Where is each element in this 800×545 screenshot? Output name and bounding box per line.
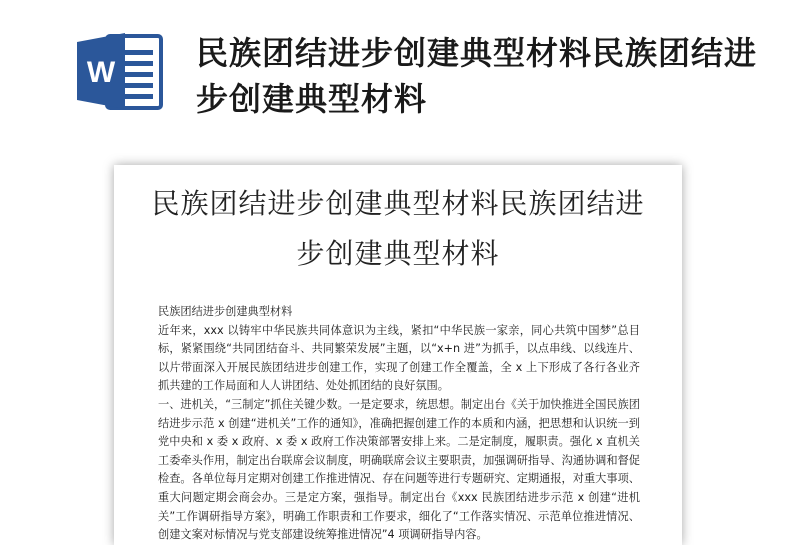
document-title: 民族团结进步创建典型材料民族团结进步创建典型材料: [151, 187, 645, 270]
word-icon-letter: W: [86, 56, 116, 89]
paragraph-heading: 民族团结进步创建典型材料: [158, 305, 293, 318]
paragraph: 一、进机关，“三制定”抓住关键少数。一是定要求，统思想。制定出台《关于加快推进全国民族团结进步示范 x 创建“进机关”工作的通知》，准确把握创建工作的本质和内涵，把思想和认识统一到党中央和 x 委 x 政府、x 委 x 政府工作决策部署安排上来。二是定制度，履职责。强化 x 直机关工委牵头作用，制定出台联席会议制度，明确联席会议主要职责，加强调研指导、沟通协调和督促检查。各单位每月定期对创建工作推进情况、存在问题等进行专题研究、定期通报，对重大事项、重大问题定期会商会办。三是定方案，强指导。制定出台《xxx 民族团结进步示范 x 创建“进机关”工作调研指导方案》，明确工作职责和工作要求，细化了“工作落实情况、示范单位推进情况、创建文案对标情况与党支部建设统筹推进情况”4 项调研指导内容。: [158, 397, 640, 542]
paragraph: 近年来，xxx 以铸牢中华民族共同体意识为主线，紧扣“中华民族一家亲，同心共筑中国梦”总目标，紧紧围绕“共同团结奋斗、共同繁荣发展”主题，以“x+n 进”为抓手，以点串线、以线连片、以片带面深入开展民族团结进步创建工作，实现了创建工作全覆盖，全 x 上下形成了各行各业齐抓共建的工作局面和人人讲团结、处处抓团结的良好氛围。: [158, 323, 640, 393]
word-icon: [77, 30, 165, 112]
document-body: [158, 303, 640, 545]
header-banner: [0, 0, 800, 150]
document-page: [114, 165, 682, 545]
header-title: 民族团结进步创建典型材料民族团结进步创建典型材料: [196, 34, 758, 118]
